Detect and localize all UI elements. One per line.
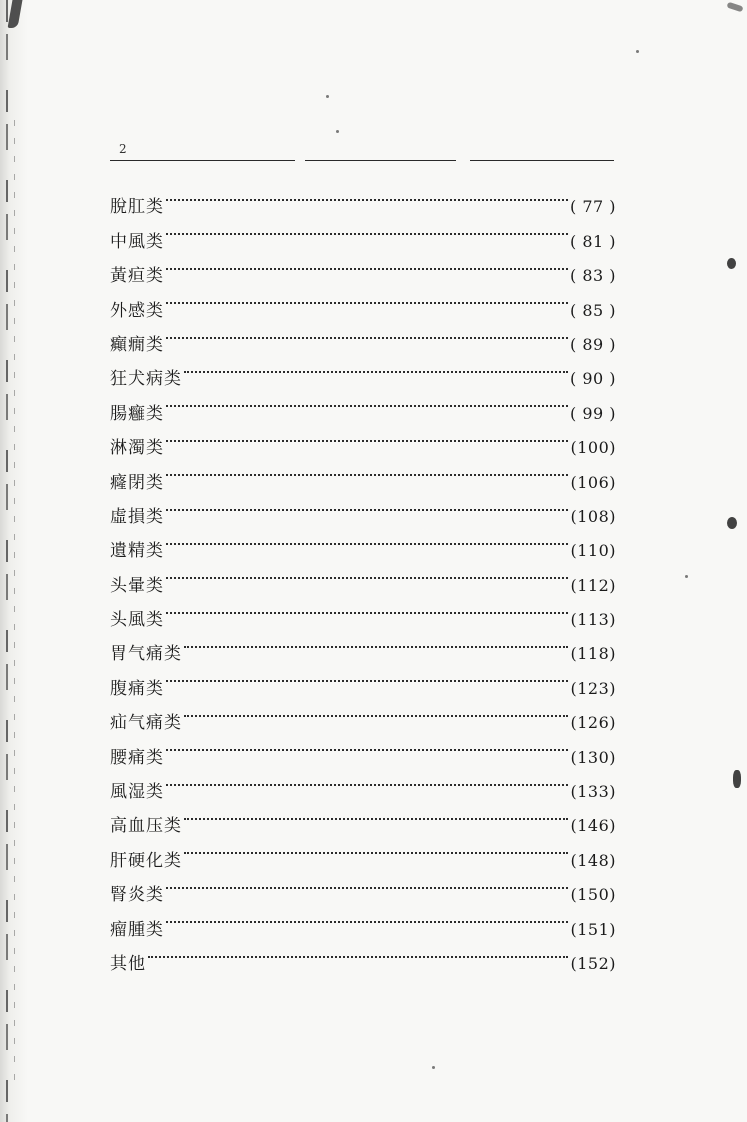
toc-entry-title: 胃气痛类: [110, 644, 182, 665]
toc-entry-title: 腹痛类: [110, 678, 164, 699]
toc-entry-page: (152): [570, 953, 616, 973]
toc-entry: [110, 831, 616, 871]
toc-dot-leader: [166, 728, 568, 762]
toc-entry-page: (126): [570, 713, 616, 733]
toc-dot-leader: [166, 522, 568, 556]
header-rule-gap: [456, 158, 470, 163]
page-number: 2: [119, 142, 127, 156]
scan-corner-mark: [726, 2, 743, 13]
toc-entry-page: (110): [570, 541, 616, 561]
toc-dot-leader: [166, 900, 568, 934]
toc-entry: [110, 694, 616, 734]
toc-entry-title: 其他: [110, 953, 146, 974]
toc-entry-title: 狂犬病类: [110, 369, 182, 390]
toc-entry-title: 風湿类: [110, 782, 164, 803]
toc-dot-leader: [148, 935, 568, 969]
toc-entry-title: 遺精类: [110, 541, 164, 562]
toc-entry-page: (151): [570, 919, 616, 939]
toc-entry: [110, 625, 616, 665]
toc-entry: [110, 350, 616, 390]
toc-entry: [110, 212, 616, 252]
toc-entry-title: 头暈类: [110, 575, 164, 596]
toc-entry-title: 高血压类: [110, 816, 182, 837]
toc-dot-leader: [166, 281, 568, 315]
toc-dot-leader: [166, 212, 568, 246]
toc-entry-title: 腸癰类: [110, 403, 164, 424]
toc-entry-page: (112): [570, 575, 616, 595]
toc-dot-leader: [166, 866, 568, 900]
toc-dot-leader: [184, 797, 568, 831]
toc-entry-title: 癃閉类: [110, 472, 164, 493]
toc-entry-title: 癲癇类: [110, 334, 164, 355]
toc-entry-title: 腎炎类: [110, 885, 164, 906]
toc-dot-leader: [184, 350, 568, 384]
toc-entry: [110, 247, 616, 287]
toc-entry-title: 黃疸类: [110, 266, 164, 287]
ink-blot: [727, 258, 736, 269]
toc-entry-title: 瘤腫类: [110, 919, 164, 940]
toc-entry-page: (123): [570, 678, 616, 698]
toc-entry-title: 头風类: [110, 610, 164, 631]
toc-entry-page: (130): [570, 747, 616, 767]
toc-entry-title: 淋濁类: [110, 438, 164, 459]
toc-entry-page: ( 89 ): [569, 334, 616, 354]
scan-edge-streak: [14, 120, 15, 1080]
toc-entry-title: 疝气痛类: [110, 713, 182, 734]
toc-entry-page: ( 77 ): [569, 197, 616, 217]
toc-dot-leader: [184, 694, 568, 728]
toc-dot-leader: [166, 419, 568, 453]
toc-entry-page: (108): [570, 506, 616, 526]
toc-entry: [110, 522, 616, 562]
toc-dot-leader: [166, 556, 568, 590]
toc-dot-leader: [166, 247, 568, 281]
toc-entry: [110, 900, 616, 940]
toc-entry: [110, 728, 616, 768]
toc-entry-page: (100): [570, 438, 616, 458]
toc-dot-leader: [184, 625, 568, 659]
toc-dot-leader: [166, 591, 568, 625]
toc-entry-title: 脫肛类: [110, 197, 164, 218]
ink-blot: [727, 517, 737, 529]
toc-dot-leader: [166, 659, 568, 693]
toc-entry-page: ( 90 ): [569, 369, 616, 389]
dust-speck: [432, 1066, 435, 1069]
toc-dot-leader: [166, 384, 568, 418]
toc-dot-leader: [184, 831, 568, 865]
toc-entry: [110, 591, 616, 631]
toc-entry: [110, 866, 616, 906]
toc-dot-leader: [166, 453, 568, 487]
table-of-contents: [110, 178, 616, 974]
dust-speck: [685, 575, 688, 578]
scan-edge-streak: [6, 0, 8, 1122]
toc-entry-page: ( 81 ): [569, 231, 616, 251]
toc-entry-title: 外感类: [110, 300, 164, 321]
dust-speck: [326, 95, 329, 98]
toc-entry-page: (118): [570, 644, 616, 664]
header-rule-gap: [295, 158, 305, 163]
toc-entry: [110, 659, 616, 699]
toc-entry-title: 腰痛类: [110, 747, 164, 768]
toc-entry: [110, 797, 616, 837]
dust-speck: [336, 130, 339, 133]
toc-entry: [110, 488, 616, 527]
toc-entry: [110, 419, 616, 459]
toc-entry: [110, 556, 616, 596]
toc-dot-leader: [166, 316, 568, 350]
toc-entry-title: 中風类: [110, 231, 164, 252]
toc-entry-page: (113): [570, 610, 616, 630]
toc-entry-page: (148): [570, 850, 616, 870]
toc-entry-page: ( 83 ): [569, 266, 616, 286]
toc-dot-leader: [166, 763, 568, 797]
dust-speck: [636, 50, 639, 53]
toc-entry-page: (106): [570, 472, 616, 492]
header-rule: [110, 160, 614, 161]
toc-dot-leader: [166, 178, 568, 212]
toc-entry-title: 虛損类: [110, 506, 164, 527]
toc-dot-leader: [166, 488, 568, 522]
toc-entry: [110, 935, 616, 974]
toc-entry: [110, 763, 616, 803]
toc-entry: [110, 178, 616, 218]
toc-entry: [110, 316, 616, 355]
ink-blot: [733, 770, 741, 788]
toc-entry: [110, 453, 616, 493]
toc-entry: [110, 281, 616, 321]
toc-entry-title: 肝硬化类: [110, 850, 182, 871]
toc-entry-page: (146): [570, 816, 616, 836]
toc-entry-page: ( 85 ): [569, 300, 616, 320]
toc-entry: [110, 384, 616, 424]
toc-entry-page: (150): [570, 885, 616, 905]
toc-entry-page: ( 99 ): [569, 403, 616, 423]
toc-entry-page: (133): [570, 782, 616, 802]
